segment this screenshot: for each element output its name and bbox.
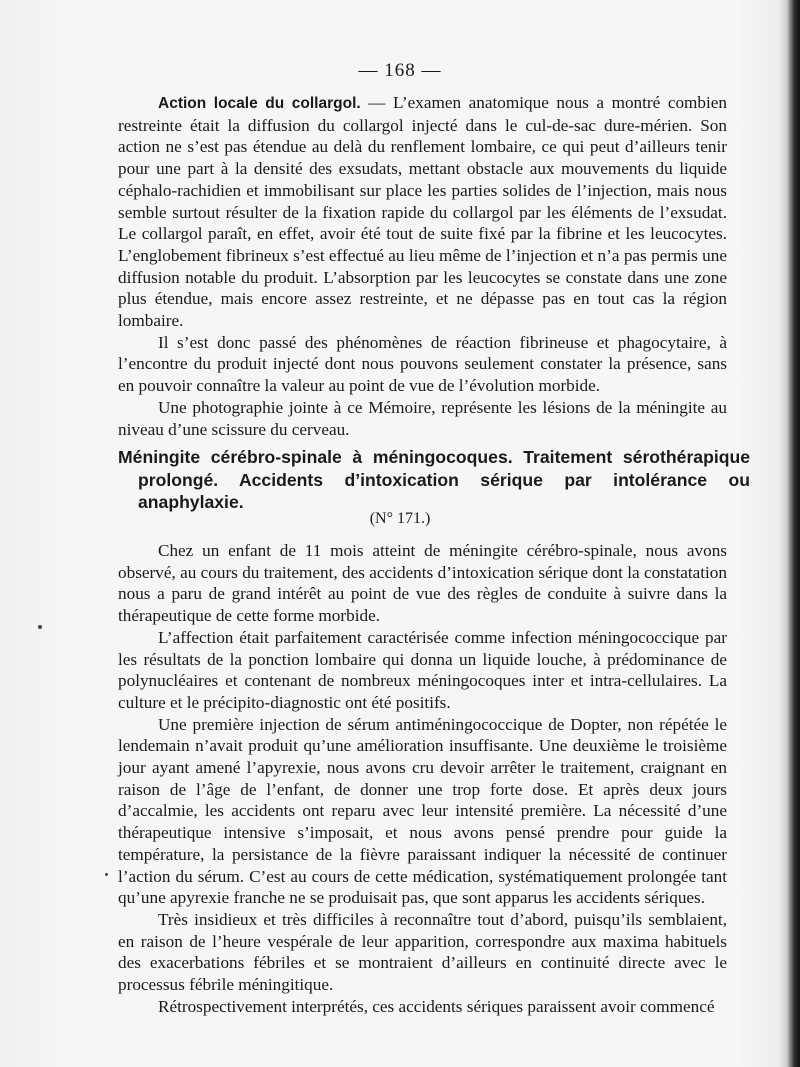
reference-number: (N° 171.) [369, 510, 431, 527]
paragraph-text: — L’examen anatomique nous a montré combien restreinte était la diffusion du collargol injecté dans le cul-de-sac dure-mérien. Son action ne s’est pas étendue au delà du renflement lombaire, ce qui peut d’ailleurs tenir pour une part à la densité des exsudats, mettant obstacle aux mouvements du liquide céphalo-rachidien et immobilisant sur place les parties solides de l’injection, mais nous semble surtout résulter de la fixation rapide du collargol par les éléments de l’exsudat. Le collargol paraît, en effet, avoir été tout de suite fixé par la fibrine et les leucocytes. L’englobement fibrineux s’est effectué au lieu même de l’injection et n’a pas permis une diffusion notable du produit. L’absorption par les leucocytes se constate dans une zone plus étendue, mais encore assez restreinte, et ne dépasse pas en tout cas la région lombaire. [118, 93, 728, 331]
page-number: — 168 — [358, 60, 442, 81]
margin-speck [38, 625, 42, 629]
paragraph: L’affection était parfaitement caractérisée comme infection méningococcique par les résultats de la ponction lombaire qui donna un liquide louche, à prédominance de polynucléaires et contenant de nombreux méningocoques inter et intra-cellulaires. La culture et le précipito-diagnostic ont été positifs. [118, 627, 727, 712]
section-collargol [118, 92, 727, 440]
paragraph [118, 92, 727, 332]
paragraph: Une photographie jointe à ce Mémoire, représente les lésions de la méningite au niveau d’une scissure du cerveau. [118, 397, 727, 439]
section-heading: Méningite cérébro-spinale à méningocoques. Traitement sérothérapique prolongé. Accidents d’intoxication sérique par intolérance ou anaphylaxie. [118, 447, 750, 512]
section-meningite [118, 540, 727, 1017]
page-binding-shadow [778, 0, 800, 1067]
paragraph: Il s’est donc passé des phénomènes de réaction fibrineuse et phagocytaire, à l’encontre du produit injecté dont nous pouvons seulement constater la présence, sans en pouvoir connaître la valeur au point de vue de l’évolution morbide. [118, 332, 727, 396]
paragraph: Rétrospectivement interprétés, ces accidents sériques paraissent avoir commencé [158, 996, 715, 1016]
run-in-heading: Action locale du collargol. [158, 95, 361, 112]
paragraph: Chez un enfant de 11 mois atteint de méningite cérébro-spinale, nous avons observé, au cours du traitement, des accidents d’intoxication sérique dont la constatation nous a paru de grand intérêt au point de vue des règles de conduite à suivre dans la thérapeutique de cette forme morbide. [118, 541, 727, 626]
paragraph: Très insidieux et très difficiles à reconnaître tout d’abord, puisqu’ils semblaient, en raison de l’heure vespérale de leur apparition, correspondre aux maxima habituels des exacerbations fébriles et se montraient d’ailleurs en continuité directe avec le processus fébrile méningitique. [118, 909, 727, 995]
margin-speck [105, 873, 108, 876]
paragraph: Une première injection de sérum antiméningococcique de Dopter, non répétée le lendemain n’avait produit qu’une amélioration insuffisante. Une deuxième le troisième jour ayant amené l’apyrexie, nous avons cru devoir arrêter le traitement, craignant en raison de l’âge de l’enfant, de donner une trop forte dose. Et après deux jours d’accalmie, les accidents ont reparu avec leur intensité première. La nécessité d’une thérapeutique intensive s’imposait, et nous avons pensé prendre pour guide la température, la persistance de la fièvre paraissant indiquer la nécessité de continuer l’action du sérum. C’est au cours de cette médication, systématiquement prolongée tant qu’une apyrexie franche ne se produisait pas, que sont apparus les accidents sériques. [118, 714, 727, 908]
